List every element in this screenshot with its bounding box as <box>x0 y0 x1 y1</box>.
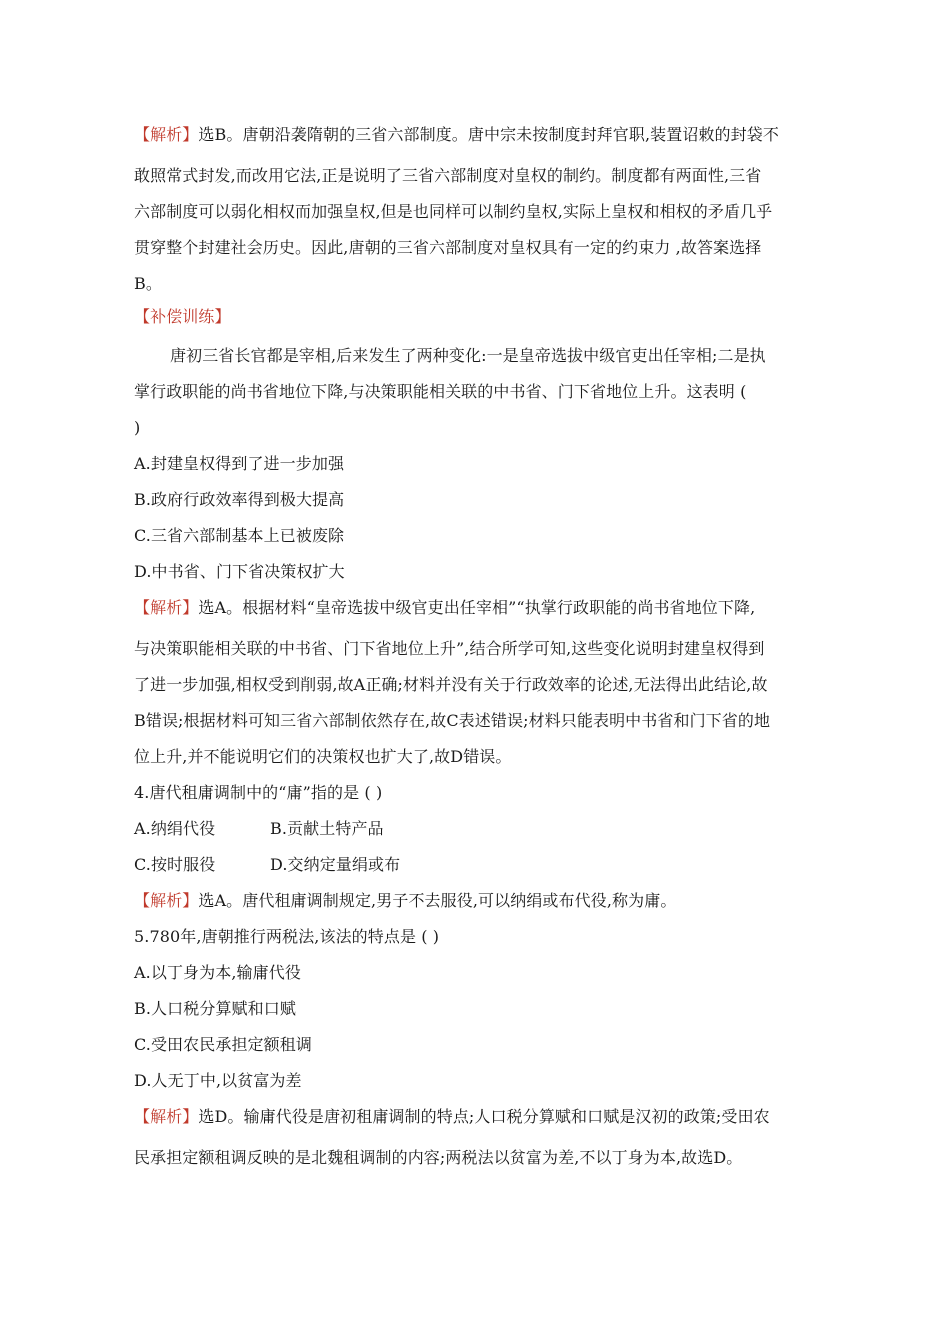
option-d: D.交纳定量绢或布 <box>270 855 401 874</box>
question-text: 掌行政职能的尚书省地位下降,与决策职能相关联的中书省、门下省地位上升。这表明 ( <box>134 382 747 401</box>
option-d: D.中书省、门下省决策权扩大 <box>134 562 345 581</box>
analysis-line: 敢照常式封发,而改用它法,正是说明了三省六部制度对皇权的制约。制度都有两面性,三省 <box>134 166 762 185</box>
analysis-tag: 【解析】 <box>134 598 199 617</box>
option-c: C.三省六部制基本上已被废除 <box>134 526 345 545</box>
question-4: 4.唐代租庸调制中的“庸”指的是 ( ) <box>134 783 383 802</box>
option-b: B.人口税分算赋和口赋 <box>134 999 296 1018</box>
analysis-line: B。 <box>134 274 162 293</box>
analysis-text: 选B。唐朝沿袭隋朝的三省六部制度。唐中宗未按制度封拜官职,装置诏敕的封袋不 <box>198 125 779 144</box>
analysis-text: 选D。输庸代役是唐初租庸调制的特点;人口税分算赋和口赋是汉初的政策;受田农 <box>198 1107 770 1126</box>
analysis-line: 民承担定额租调反映的是北魏租调制的内容;两税法以贫富为差,不以丁身为本,故选D。 <box>134 1148 743 1167</box>
supplement-heading: 【补偿训练】 <box>134 307 231 326</box>
q4-option-row <box>134 818 824 840</box>
analysis-line: B错误;根据材料可知三省六部制依然存在,故C表述错误;材料只能表明中书省和门下省的地 <box>134 711 771 730</box>
analysis-line: 了进一步加强,相权受到削弱,故A正确;材料并没有关于行政效率的论述,无法得出此结论,故 <box>134 675 768 694</box>
option-d: D.人无丁中,以贫富为差 <box>134 1071 302 1090</box>
question-text: 唐初三省长官都是宰相,后来发生了两种变化:一是皇帝选拔中级官吏出任宰相;二是执 <box>170 346 766 365</box>
q4-option-row <box>134 854 824 876</box>
option-c: C.受田农民承担定额租调 <box>134 1035 312 1054</box>
option-a: A.纳绢代役 <box>134 819 216 838</box>
analysis-text: 选A。根据材料“皇帝选拔中级官吏出任宰相”“执掌行政职能的尚书省地位下降, <box>198 598 756 617</box>
option-a: A.封建皇权得到了进一步加强 <box>134 454 345 473</box>
analysis-line: 位上升,并不能说明它们的决策权也扩大了,故D错误。 <box>134 747 512 766</box>
option-b: B.贡献土特产品 <box>270 819 384 838</box>
analysis-line: 与决策职能相关联的中书省、门下省地位上升”,结合所学可知,这些变化说明封建皇权得到 <box>134 639 765 658</box>
analysis-line <box>134 890 824 912</box>
analysis-tag: 【解析】 <box>134 125 199 144</box>
analysis-text: 选A。唐代租庸调制规定,男子不去服役,可以纳绢或布代役,称为庸。 <box>198 891 677 910</box>
analysis-tag: 【解析】 <box>134 1107 199 1126</box>
analysis-line: 贯穿整个封建社会历史。因此,唐朝的三省六部制度对皇权具有一定的约束力 ,故答案选择 <box>134 238 762 257</box>
question-5: 5.780年,唐朝推行两税法,该法的特点是 ( ) <box>134 927 440 946</box>
option-b: B.政府行政效率得到极大提高 <box>134 490 345 509</box>
analysis-line <box>134 1106 824 1128</box>
analysis-tag: 【解析】 <box>134 891 199 910</box>
option-a: A.以丁身为本,输庸代役 <box>134 963 301 982</box>
analysis-line <box>134 597 824 619</box>
question-text: ) <box>134 418 141 437</box>
analysis-line <box>134 124 824 146</box>
option-c: C.按时服役 <box>134 855 216 874</box>
analysis-line: 六部制度可以弱化相权而加强皇权,但是也同样可以制约皇权,实际上皇权和相权的矛盾几乎 <box>134 202 773 221</box>
